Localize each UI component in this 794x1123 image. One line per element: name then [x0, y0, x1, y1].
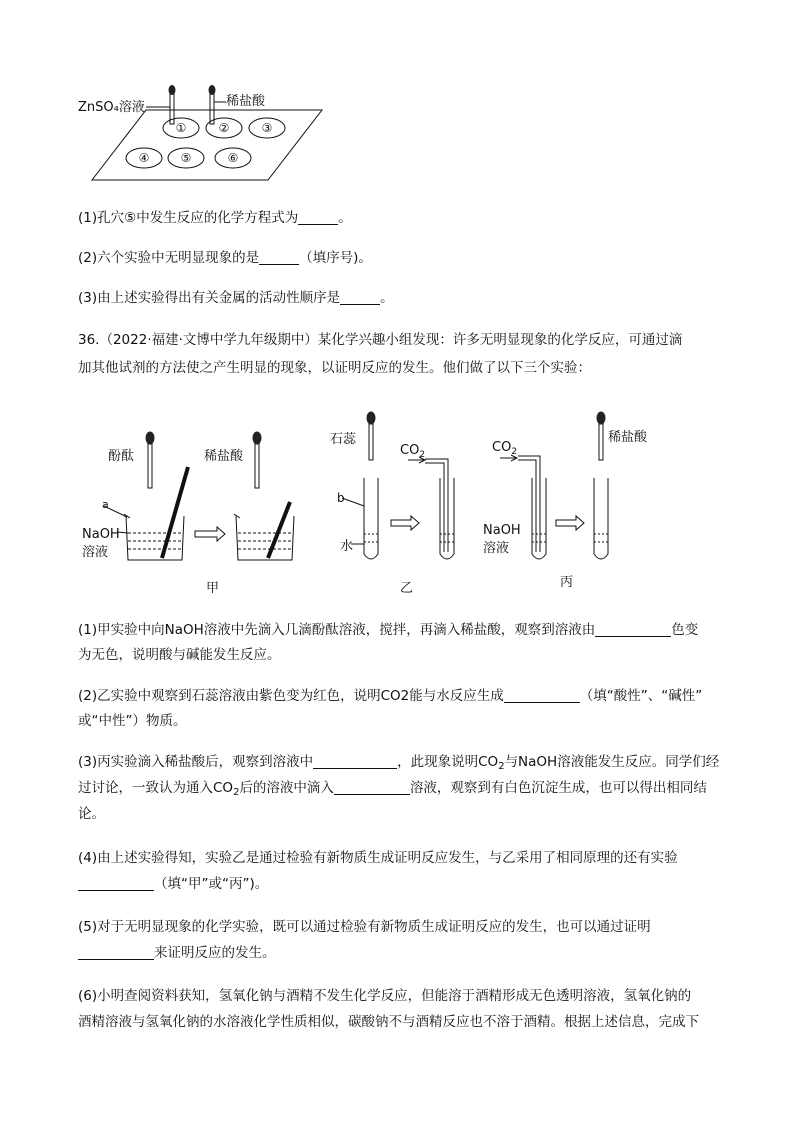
answer-blank[interactable]: [78, 874, 154, 891]
phenolphthalein-label: 酚酞: [108, 449, 135, 464]
tube-b-label: b: [337, 491, 345, 505]
jia-solution-label: 溶液: [82, 545, 109, 560]
q36-part2-line1: (2)乙实验中观察到石蕊溶液由紫色变为红色，说明CO2能与水反应生成 （填“酸性”、“碱性”: [78, 688, 703, 704]
q36-part1-line2: 为无色，说明酸与碱能发生反应。: [78, 647, 281, 663]
dropper-icon: [169, 85, 176, 124]
answer-blank[interactable]: [259, 248, 299, 265]
q36-intro-line2: 加其他试剂的方法使之产生明显的现象，以证明反应的发生。他们做了以下三个实验：: [78, 360, 591, 376]
jia-caption: 甲: [206, 581, 220, 596]
beaker-a-label: a: [102, 498, 109, 511]
experiments-figure: [78, 402, 678, 602]
yi-co2-label: $CO_2$: [400, 443, 426, 460]
answer-blank[interactable]: [298, 208, 338, 225]
bing-caption: 丙: [560, 575, 574, 590]
q36-part2-line2: 或“中性”）物质。: [78, 713, 187, 729]
jia-acid-label: 稀盐酸: [204, 449, 244, 464]
litmus-label: 石蕊: [330, 432, 357, 447]
dropper-icon: [209, 85, 216, 124]
q35-part3: (3)由上述实验得出有关金属的活动性顺序是 。: [78, 290, 394, 306]
well-4-label: ④: [138, 151, 150, 165]
bing-solution-label: 溶液: [483, 541, 510, 556]
bing-co2-label: $CO_2$: [492, 440, 518, 457]
answer-blank[interactable]: [595, 620, 671, 637]
q35-part1: (1)孔穴⑤中发生反应的化学方程式为 。: [78, 210, 352, 226]
q36-part6-line1: (6)小明查阅资料获知，氢氧化钠与酒精不发生化学反应，但能溶于酒精形成无色透明溶液，氢氧化钠的: [78, 988, 692, 1004]
q36-part3-line2: 过讨论，一致认为通入$CO_2$后的溶液中滴入 溶液，观察到有白色沉淀生成，也可以得出相同结: [78, 780, 707, 798]
dropper-bulb-icon: [146, 412, 606, 445]
q36-part1-line1: (1)甲实验中向NaOH溶液中先滴入几滴酚酞溶液，搅拌，再滴入稀盐酸，观察到溶液由 色变: [78, 622, 699, 638]
yi-caption: 乙: [400, 581, 414, 596]
q36-part4-line1: (4)由上述实验得知，实验乙是通过检验有新物质生成证明反应发生，与乙采用了相同原理的还有实验: [78, 850, 678, 866]
well-1-label: ①: [175, 121, 187, 135]
bing-acid-label: 稀盐酸: [608, 430, 648, 445]
q36-part4-line2: （填“甲”或“丙”)。: [78, 872, 718, 896]
acid-label: 稀盐酸: [226, 94, 266, 109]
well-3-label: ③: [261, 121, 273, 135]
q36-part5-line2: 来证明反应的发生。: [78, 941, 718, 965]
well-2-label: ②: [218, 121, 230, 135]
bing-naoh-label: NaOH: [483, 523, 521, 538]
q36-intro-line1: 36.（2022·福建·文博中学九年级期中）某化学兴趣小组发现：许多无明显现象的化学反应，可通过滴: [78, 332, 683, 348]
answer-blank[interactable]: [340, 288, 380, 305]
answer-blank[interactable]: [504, 686, 580, 703]
q36-part3-line1: (3)丙实验滴入稀盐酸后，观察到溶液中 ，此现象说明$CO_2$与NaOH溶液能发生反应。同学们经: [78, 754, 720, 772]
jia-naoh-label: NaOH: [82, 527, 120, 542]
answer-blank[interactable]: [334, 778, 410, 795]
q35-part2: (2)六个实验中无明显现象的是 （填序号)。: [78, 250, 372, 266]
well-plate-figure: [78, 80, 338, 185]
q36-part5-line1: (5)对于无明显现象的化学实验，既可以通过检验有新物质生成证明反应的发生，也可以通过证明: [78, 919, 651, 935]
answer-blank[interactable]: [78, 943, 154, 960]
q36-part6-line2: 酒精溶液与氢氧化钠的水溶液化学性质相似，碳酸钠不与酒精反应也不溶于酒精。根据上述信息，完成下: [78, 1014, 699, 1030]
znso4-label: ZnSO₄溶液: [78, 100, 145, 115]
answer-blank[interactable]: [313, 752, 397, 769]
q36-part3-line3: 论。: [78, 806, 105, 822]
well-5-label: ⑤: [180, 151, 192, 165]
water-label: 水: [340, 539, 354, 554]
well-6-label: ⑥: [227, 151, 239, 165]
